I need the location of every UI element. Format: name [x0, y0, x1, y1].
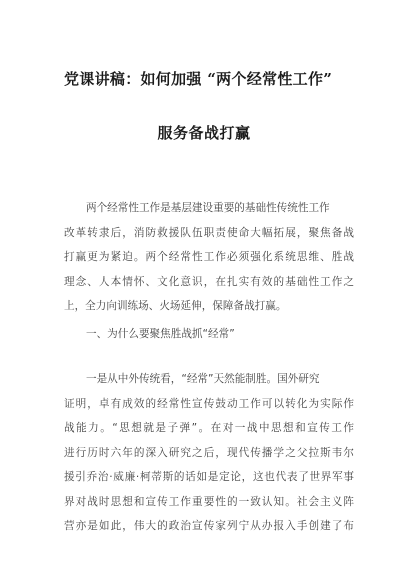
intro-line-1: 两个经常性工作是基层建设重要的基础性传统性工作 [86, 202, 330, 214]
document-title-line-2: 服务备战打赢 [157, 124, 251, 142]
intro-line-5: 上，全力向训练场、火场延伸，保障备战打赢。 [64, 300, 287, 312]
body-line-4: 进行历时六年的深入研究之后，现代传播学之父拉斯韦尔 [64, 446, 354, 459]
intro-line-4: 理念、人本情怀、文化意识，在扎实有效的基础性工作之 [64, 275, 354, 288]
body-paragraph [64, 367, 354, 539]
intro-line-3: 打赢更为紧迫。两个经常性工作必须强化系统思维、胜战 [64, 251, 354, 263]
document-title-line-1: 党课讲稿：如何加强 “两个经常性工作” [64, 70, 333, 88]
body-line-5: 援引乔治·威廉·柯蒂斯的话如是定论，这也代表了世界军事 [64, 471, 354, 483]
body-line-7: 营亦是如此，伟大的政治宣传家列宁从办报入手创建了布 [64, 520, 354, 532]
body-line-2: 证明，卓有成效的经常性宣传鼓动工作可以转化为实际作 [64, 397, 354, 410]
intro-paragraph [64, 196, 354, 319]
body-line-3: 战能力。“思想就是子弹”。在对一战中思想和宣传工作 [64, 422, 354, 434]
intro-line-2: 改革转隶后，消防救援队伍职责使命大幅拓展，聚焦备战 [64, 226, 354, 239]
section-heading-1: 一、为什么要聚焦胜战抓“经常” [86, 328, 235, 340]
body-line-6: 界对战时思想和宣传工作重要性的一致认知。社会主义阵 [64, 495, 354, 508]
body-line-1: 一是从中外传统看，“经常”天然能制胜。国外研究 [86, 373, 320, 385]
